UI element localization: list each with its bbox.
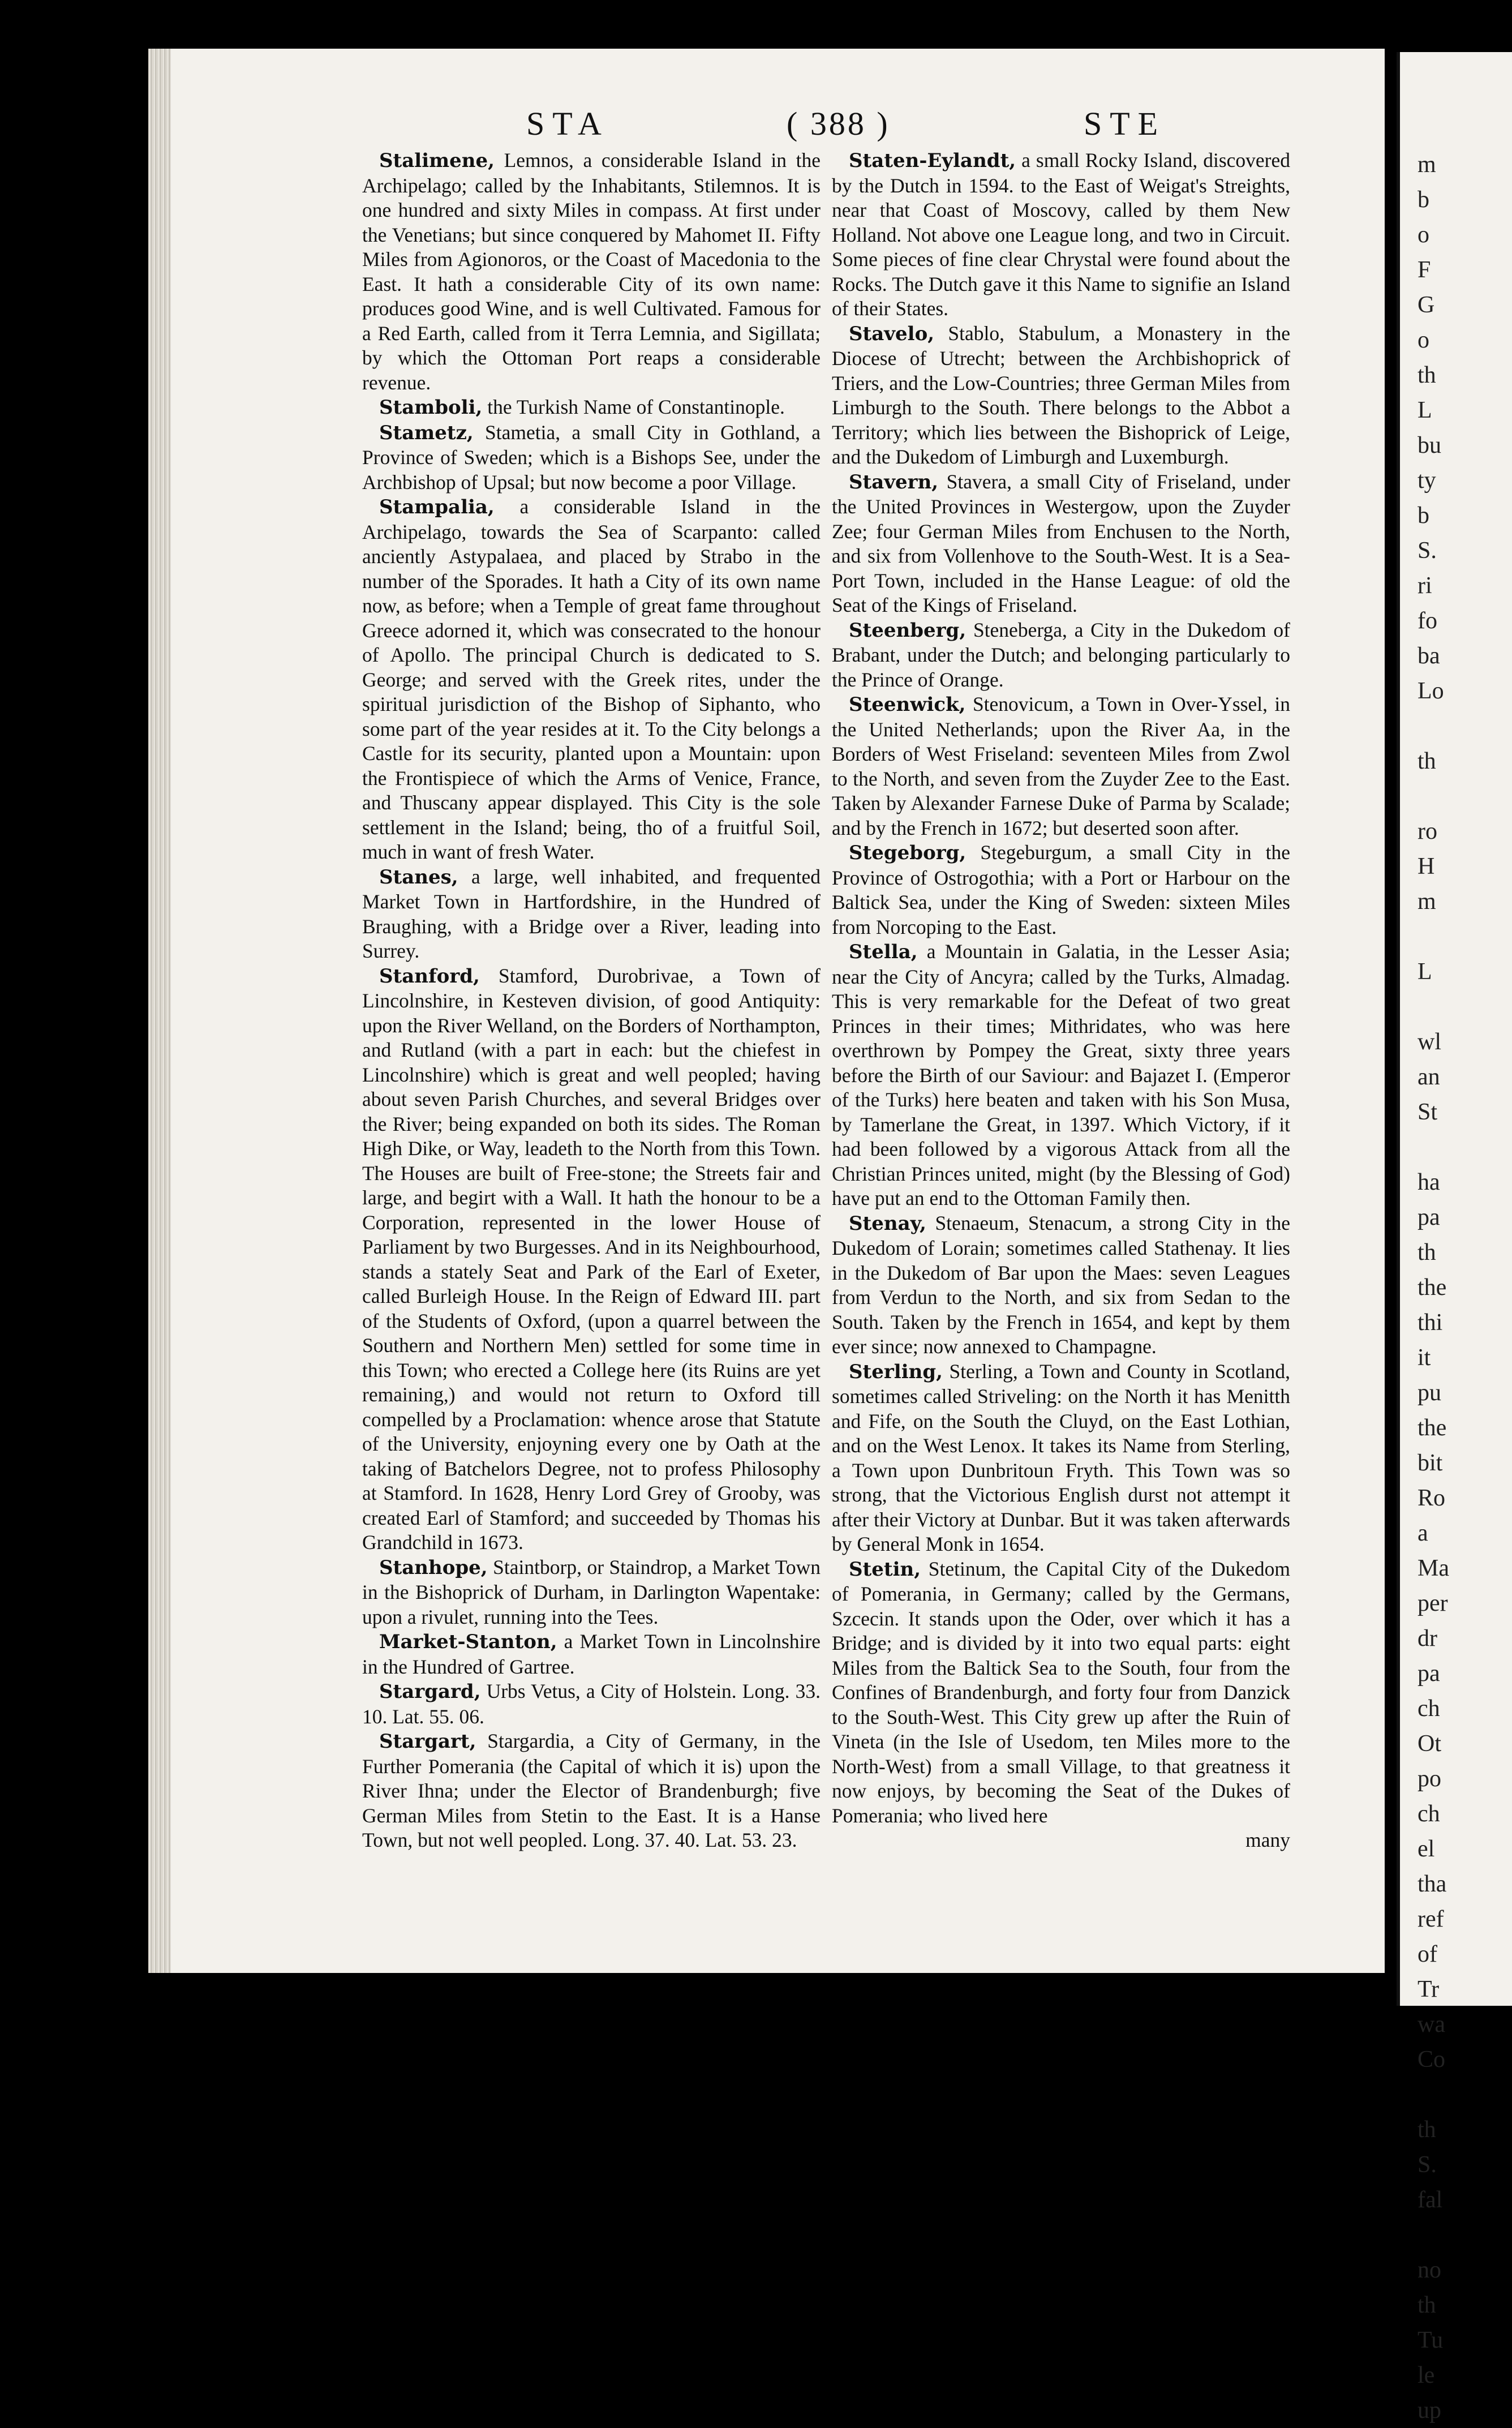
facing-fragment: tha [1418, 1871, 1447, 1897]
facing-fragment: ty [1418, 467, 1436, 494]
dictionary-entry [832, 1557, 1290, 1829]
facing-fragment: fal [1418, 2187, 1443, 2213]
facing-fragment: L [1418, 397, 1432, 423]
dictionary-entry [362, 1729, 821, 1853]
entry-text: Sterling, a Town and County in Scotland, sometimes called Striveling: on the North it has Menitth and Fife, on the South the Cluyd, on the East Lothian, and on the West Lenox. It takes its Name from Sterling, a Town upon Dunbritoun Fryth. This Town was so strong, that the Victorious English durst not attempt it after their Victory at Dunbar. But it was taken afterwards by General Monk in 1654. [832, 1359, 1290, 1555]
dictionary-entry [832, 940, 1290, 1211]
entry-headword: Market-Stanton, [379, 1631, 557, 1653]
facing-fragment: ref [1418, 1906, 1444, 1932]
facing-page-text [1418, 147, 1512, 2428]
facing-fragment: bit [1418, 1450, 1443, 1476]
facing-fragment: Ma [1418, 1555, 1449, 1581]
facing-fragment: ba [1418, 643, 1440, 669]
facing-fragment: H [1418, 853, 1435, 880]
entry-headword: Steenberg, [849, 619, 967, 642]
facing-fragment: ch [1418, 1801, 1440, 1827]
dictionary-entry [362, 964, 821, 1555]
page-edge-stack [148, 49, 171, 1973]
gutter-line [1397, 52, 1400, 2006]
facing-fragment: ch [1418, 1696, 1440, 1722]
facing-fragment: G [1418, 292, 1435, 318]
facing-fragment: per [1418, 1590, 1448, 1616]
entry-text: Stenaeum, Stenacum, a strong City in the Dukedom of Lorain; sometimes called Stathenay. It lies in the Dukedom of Bar upon the Maes: seven Leagues from Verdun to the North, and six from Sedan to the South. Taken by the French in 1654, and kept by them ever since; now annexed to Champagne. [832, 1211, 1290, 1358]
entry-text: Stargardia, a City of Germany, in the Further Pomerania (the Capital of which it is) upon the River Ihna; under the Elector of Brandenburgh; five German Miles from Stetin to the East. It is a Hanse Town, but not well peopled. Long. 37. 40. Lat. 53. 23. [362, 1730, 821, 1851]
entry-text: a Market Town in Lincolnshire in the Hundred of Gartree. [362, 1630, 821, 1678]
facing-fragment: th [1418, 1239, 1436, 1266]
dictionary-entry [362, 495, 821, 865]
entry-text: Stablo, Stabulum, a Monastery in the Diocese of Utrecht; between the Archbishoprick of Triers, and the Low-Countries; three German Miles from Limburgh to the South. There belongs to the Abbot a Territory; which lies between the Bishoprick of Leige, and the Dukedom of Limburgh and Luxemburgh. [832, 321, 1290, 468]
facing-fragment: bu [1418, 432, 1441, 458]
entry-headword: Stavern, [849, 470, 939, 494]
entry-headword: Staten-Eylandt, [849, 149, 1016, 172]
entry-headword: Stanes, [379, 865, 458, 889]
facing-fragment: F [1418, 257, 1431, 283]
facing-fragment: le [1418, 2362, 1435, 2388]
facing-fragment: Lo [1418, 678, 1444, 704]
entry-headword: Stenay, [849, 1212, 926, 1235]
page-number: ( 388 ) [787, 105, 890, 142]
entry-headword: Stametz, [379, 421, 474, 444]
facing-fragment: pu [1418, 1380, 1441, 1406]
facing-fragment: pa [1418, 1661, 1440, 1687]
entry-text: Stametia, a small City in Gothland, a Province of Sweden; which is a Bishops See, under the Archbishop of Upsal; but now become a poor Village. [362, 421, 821, 494]
facing-fragment: m [1418, 889, 1436, 915]
facing-fragment: the [1418, 1275, 1447, 1301]
facing-fragment [1418, 1130, 1512, 1165]
entry-headword: Stetin, [849, 1558, 921, 1581]
entry-headword: Stavelo, [849, 322, 935, 345]
facing-fragment: th [1418, 362, 1436, 388]
entry-headword: Stegeborg, [849, 842, 967, 864]
facing-fragment [1418, 919, 1512, 954]
facing-fragment [1418, 709, 1512, 744]
entry-text: a considerable Island in the Archipelago, towards the Sea of Scarpanto: called anciently Astypalaea, and placed by Strabo in the number of the Sporades. It hath a City of its own name now, as before; when a Temple of great fame throughout Greece adorned it, which was consecrated to the honour of Apollo. The principal Church is dedicated to S. George; and served with the Greek rites, under the spiritual jurisdiction of the Bishop of Siphanto, who some part of the year resides at it. To the City belongs a Castle for its security, planted upon a Mountain: upon the Frontispiece of which the Arms of Venice, France, and Thuscany appear displayed. This City is the sole settlement in the Island; being, tho of a fruitful Soil, much in want of fresh Water. [362, 495, 821, 863]
facing-fragment: Tr [1418, 1976, 1440, 2002]
entry-text: the Turkish Name of Constantinople. [482, 396, 785, 418]
entry-text: Urbs Vetus, a City of Holstein. Long. 33. 10. Lat. 55. 06. [362, 1680, 821, 1728]
facing-fragment: th [1418, 2117, 1436, 2143]
dictionary-entry [832, 840, 1290, 940]
dictionary-entry [362, 395, 821, 421]
entry-text: a Mountain in Galatia, in the Lesser Asia; near the City of Ancyra; called by the Turks, Almadag. This is very remarkable for the Defeat of two great Princes in their times; Mithridates, who was here overthrown by Pompey the Great, sixty three years before the Birth of our Saviour: and Bajazet I. (Emperor of the Turks) here beaten and taken with his Son Musa, by Tamerlane the Great, in 1397. Which Victory, if it had been followed by a vigorous Attack from all the Christian Princes united, might (by the Blessing of God) have put an end to the Ottoman Family then. [832, 940, 1290, 1209]
facing-fragment: ha [1418, 1169, 1440, 1195]
entry-text: Stamford, Durobrivae, a Town of Lincolnshire, in Kesteven division, of good Antiquity: upon the River Welland, on the Borders of Northampton, and Rutland (with a part in each: but the chiefest in Lincolnshire) which is great and well peopled; having about seven Parish Churches, and several Bridges over the River; being expanded on both its sides. The Roman High Dike, or Way, leadeth to the North from this Town. The Houses are built of Free-stone; the Streets fair and large, and begirt with a Wall. It hath the honour to be a Corporation, represented in the lower House of Parliament by two Burgesses. And in its Neighbourhood, stands a stately Seat and Park of the Earl of Exeter, called Burleigh House. In the Reign of Edward III. part of the Students of Oxford, (upon a quarrel between the Southern and Northern Men) settled for some time in this Town; who erected a College here (its Ruins are yet remaining,) and would not return to Oxford till compelled by a Proclamation: whence arose that Statute of the University, enjoyning every one by Oath at the taking of Batchelors Degree, not to profess Philosophy at Stamford. In 1628, Henry Lord Grey of Grooby, was created Earl of Stamford; and succeeded by Thomas his Grandchild in 1673. [362, 964, 821, 1554]
facing-fragment: Tu [1418, 2327, 1444, 2353]
facing-fragment: no [1418, 2257, 1441, 2283]
facing-fragment: S. [1418, 538, 1437, 564]
entry-text: Stavera, a small City of Friseland, under the United Provinces in Westergow, upon the Zuyder Zee; four German Miles from Enchusen to the North, and six from Vollenhove to the South-West. It is a Sea-Port Town, included in the Hanse League: of old the Seat of the Kings of Friseland. [832, 470, 1290, 616]
right-column [832, 148, 1290, 1853]
facing-fragment: pa [1418, 1204, 1440, 1230]
facing-fragment [1418, 2217, 1512, 2253]
facing-fragment: el [1418, 1836, 1435, 1862]
dictionary-entry [832, 618, 1290, 693]
facing-fragment: of [1418, 1941, 1437, 1967]
facing-fragment: po [1418, 1766, 1441, 1792]
entry-text: a small Rocky Island, discovered by the Dutch in 1594. to the East of Weigat's Streights, near that Coast of Moscovy, called by them New Holland. Not above one League long, and two in Circuit. Some pieces of fine clear Chrystal were found about the Rocks. The Dutch gave it this Name to signifie an Island of their States. [832, 149, 1290, 320]
dictionary-entry [832, 148, 1290, 321]
entry-headword: Stargart, [379, 1730, 476, 1753]
facing-fragment: up [1418, 2397, 1441, 2423]
dictionary-entry [362, 148, 821, 395]
facing-fragment [1418, 989, 1512, 1024]
facing-fragment: th [1418, 2292, 1436, 2318]
facing-fragment: ro [1418, 818, 1437, 844]
facing-fragment: St [1418, 1099, 1438, 1125]
running-head-left: STA [526, 105, 609, 142]
dictionary-entry [832, 470, 1290, 618]
facing-fragment: L [1418, 959, 1432, 985]
dictionary-entry [362, 421, 821, 495]
facing-fragment: m [1418, 152, 1436, 178]
facing-fragment: o [1418, 327, 1429, 353]
facing-fragment [1418, 779, 1512, 814]
dictionary-entry [832, 1211, 1290, 1359]
facing-fragment: o [1418, 222, 1429, 248]
dictionary-entry [832, 1359, 1290, 1557]
entry-text: Steneberga, a City in the Dukedom of Brabant, under the Dutch; and belonging particularly to the Prince of Orange. [832, 618, 1290, 691]
facing-fragment [1418, 2077, 1512, 2112]
running-head-right: STE [1084, 105, 1166, 142]
facing-fragment: wa [1418, 2011, 1445, 2037]
running-head [187, 105, 1330, 150]
facing-fragment: Ro [1418, 1485, 1446, 1511]
facing-fragment: b [1418, 187, 1429, 213]
entry-text: a large, well inhabited, and frequented Market Town in Hartfordshire, in the Hundred of Braughing, with a Bridge over a River, leading into Surrey. [362, 865, 821, 962]
facing-fragment: a [1418, 1520, 1428, 1546]
entry-headword: Stamboli, [379, 396, 483, 419]
entry-text: Staintborp, or Staindrop, a Market Town in the Bishoprick of Durham, in Darlington Wapentake: upon a rivulet, running into the Tees. [362, 1555, 821, 1628]
dictionary-entry [832, 692, 1290, 840]
entry-headword: Stella, [849, 941, 918, 963]
entry-headword: Stanford, [379, 964, 480, 988]
facing-fragment: b [1418, 503, 1429, 529]
dictionary-entry [362, 865, 821, 964]
facing-fragment: thi [1418, 1310, 1443, 1336]
entry-text: Lemnos, a considerable Island in the Archipelago; called by the Inhabitants, Stilemnos. It is one hundred and sixty Miles in compass. At first under the Venetians; but since conquered by Mahomet II. Fifty Miles from Agionoros, or the Coast of Macedonia to the East. It hath a considerable City of its own name: produces good Wine, and is well Cultivated. Famous for a Red Earth, called from it Terra Lemnia, and Sigillata; by which the Ottoman Port reaps a considerable revenue. [362, 149, 821, 394]
facing-fragment: Ot [1418, 1731, 1441, 1757]
entry-headword: Stargard, [379, 1680, 481, 1703]
dictionary-entry [832, 321, 1290, 470]
entry-headword: Stampalia, [379, 496, 495, 518]
facing-fragment: dr [1418, 1625, 1437, 1651]
facing-fragment: wl [1418, 1029, 1441, 1055]
entry-text: Stegeburgum, a small City in the Province of Ostrogothia; with a Port or Harbour on the Baltick Sea, under the King of Sweden: sixteen Miles from Norcoping to the East. [832, 841, 1290, 938]
facing-fragment: S. [1418, 2152, 1437, 2178]
dictionary-entry [362, 1555, 821, 1630]
facing-fragment: an [1418, 1064, 1440, 1090]
entry-headword: Sterling, [849, 1360, 943, 1383]
facing-fragment: fo [1418, 608, 1437, 634]
entry-headword: Stanhope, [379, 1556, 488, 1579]
facing-fragment: it [1418, 1345, 1431, 1371]
facing-fragment: Co [1418, 2047, 1446, 2073]
entry-headword: Stalimene, [379, 149, 495, 172]
entry-text: Stetinum, the Capital City of the Dukedom of Pomerania, in Germany; called by the Germans, Szcecin. It stands upon the Oder, over which it has a Bridge; and is divided by it into two equal parts: eight Miles from the Baltick Sea to the South, four from the Confines of Brandenburgh, and forty four from Danzick to the South-West. This City grew up after the Ruin of Vineta (in the Isle of Usedom, ten Miles more to the North-West) from a small Village, to that greatness it now enjoys, by becoming the Seat of the Dukes of Pomerania; who lived here [832, 1557, 1290, 1827]
facing-fragment: ri [1418, 573, 1432, 599]
entry-text: Stenovicum, a Town in Over-Yssel, in the United Netherlands; upon the River Aa, in the Borders of West Friseland: seventeen Miles from Zwol to the North, and seven from the Zuyder Zee to the East. Taken by Alexander Farnese Duke of Parma by Scalade; and by the French in 1672; but deserted soon after. [832, 693, 1290, 839]
facing-fragment: the [1418, 1415, 1447, 1441]
entry-headword: Steenwick, [849, 693, 966, 716]
catchword: many [1245, 1829, 1290, 1851]
left-column [362, 148, 821, 1853]
facing-fragment: th [1418, 748, 1436, 774]
dictionary-entry [362, 1629, 821, 1679]
dictionary-entry [362, 1679, 821, 1729]
